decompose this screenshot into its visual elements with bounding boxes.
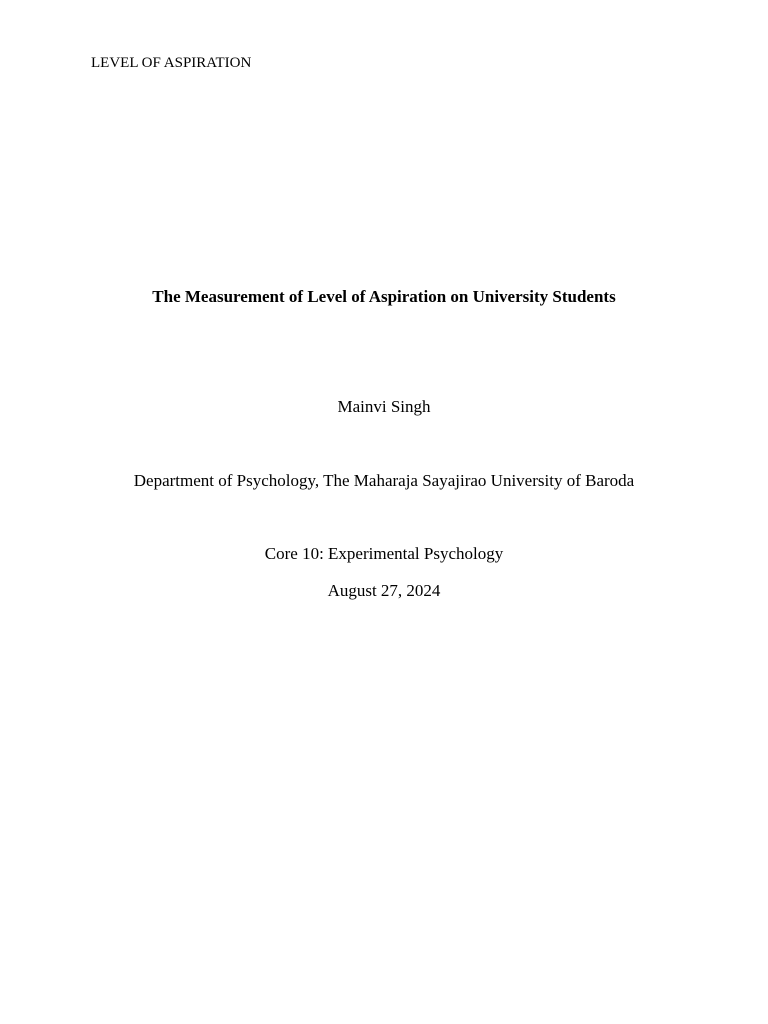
paper-title: The Measurement of Level of Aspiration on University Students <box>152 287 616 306</box>
course-name: Core 10: Experimental Psychology <box>264 544 504 563</box>
author-name: Mainvi Singh <box>337 397 431 416</box>
author-affiliation: Department of Psychology, The Maharaja Sayajirao University of Baroda <box>133 471 635 490</box>
due-date: August 27, 2024 <box>327 581 441 600</box>
running-head: LEVEL OF ASPIRATION <box>91 55 252 71</box>
